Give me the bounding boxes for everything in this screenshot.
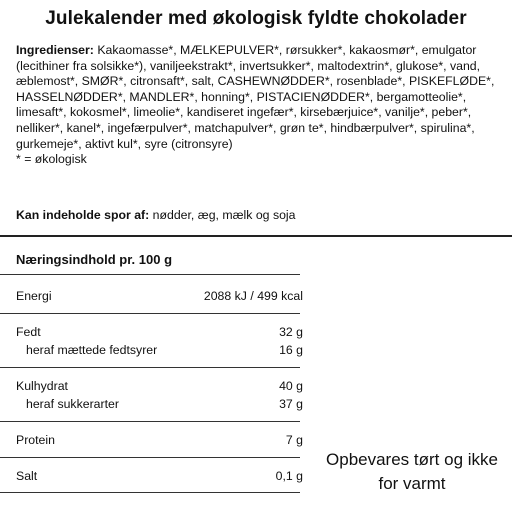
sugars-label: heraf sukkerarter [26,397,119,411]
nutrition-row-fat [16,325,303,340]
nutrition-rule [0,274,300,275]
protein-label: Protein [16,433,55,447]
ingredients-label: Ingredienser: [16,43,94,57]
fat-value: 32 g [279,325,303,339]
product-title: Julekalender med økologisk fyldte chokolader [45,8,467,29]
fat-label: Fedt [16,325,41,339]
allergens-text: nødder, æg, mælk og soja [149,208,296,222]
nutrition-row-sugars [26,397,303,412]
nutrition-rule [0,457,300,458]
nutrition-row-energy [16,289,303,304]
allergens-label: Kan indeholde spor af: [16,208,150,222]
organic-note: * = økologisk [16,152,87,167]
nutrition-row-carbs [16,379,303,394]
energy-label: Energi [16,289,52,303]
nutrition-row-protein [16,433,303,448]
salt-value: 0,1 g [275,469,303,483]
section-divider [0,235,512,237]
nutrition-rule [0,367,300,368]
nutrition-rule [0,421,300,422]
sugars-value: 37 g [279,397,303,411]
salt-label: Salt [16,469,38,483]
ingredients-block [16,43,502,168]
carbs-label: Kulhydrat [16,379,68,393]
energy-value: 2088 kJ / 499 kcal [203,289,303,303]
nutrition-heading: Næringsindhold pr. 100 g [16,252,173,267]
storage-instructions: Opbevares tørt og ikke for varmt [326,450,498,493]
nutrition-rule [0,492,300,493]
allergens-block [16,208,502,223]
nutrition-row-salt [16,469,303,484]
saturated-label: heraf mættede fedtsyrer [26,343,158,357]
saturated-value: 16 g [279,343,303,357]
ingredients-text: Kakaomasse*, MÆLKEPULVER*, rørsukker*, kakaosmør*, emulgator (lecithiner fra solsikke*), vaniljeekstrakt*, invertsukker*, maltodextrin*, glukose*, vand, æblemost*, SMØR*, citronsaft*, salt, CASHEWNØDDER*, rosenblade*, PISKEFLØDE*, HASSELNØDDER*, MANDLER*, honning*, PISTACIENØDDER*, bergamotteolie*, limesaft*, kokosmel*, limeolie*, kandiseret ingefær*, kirsebærjuice*, vanilje*, peber*, nelliker*, kanel*, ingefærpulver*, matchapulver*, grøn te*, hindbærpulver*, spirulina*, gurkemeje*, aktivt kul*, syre (citronsyre) [16,43,495,151]
nutrition-row-saturated [26,343,303,358]
carbs-value: 40 g [279,379,303,393]
nutrition-rule [0,313,300,314]
protein-value: 7 g [285,433,303,447]
